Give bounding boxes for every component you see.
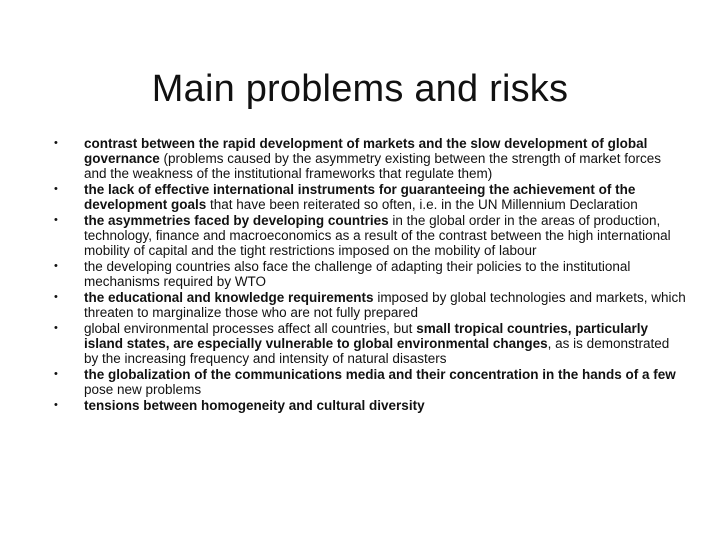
bullet-dot-icon: •: [54, 321, 58, 334]
bullet-item: [54, 290, 686, 320]
bullet-text: [84, 259, 630, 289]
bullet-segment: , as is demonstrated by the increasing frequency and intensity of natural disasters: [84, 336, 670, 367]
bullet-text: [84, 290, 686, 320]
bullet-dot-icon: •: [54, 291, 58, 304]
bullet-segment: that have been reiterated so often, i.e. in the UN Millennium Declaration: [206, 197, 638, 213]
bullet-dot-icon: •: [54, 398, 58, 411]
bullet-item: [54, 182, 686, 212]
bullet-bold-segment: tensions between homogeneity and cultural diversity: [84, 397, 425, 413]
bullet-item: [54, 398, 686, 413]
bullet-dot-icon: •: [54, 260, 58, 273]
bullet-dot-icon: •: [54, 368, 58, 381]
bullet-segment: (problems caused by the asymmetry existing between the strength of market forces and the weakness of the institutional frameworks that regulate them): [84, 151, 662, 182]
bullet-item: [54, 213, 686, 259]
bullet-bold-segment: the educational and knowledge requirements: [84, 290, 374, 306]
bullet-text: [84, 321, 669, 366]
bullet-item: [54, 321, 686, 367]
bullet-bold-segment: small tropical countries, particularly island states, are especially vulnerable to global environmental changes: [84, 320, 649, 352]
bullet-segment: pose new problems: [84, 382, 202, 398]
bullet-text: [84, 182, 638, 212]
slide-title: Main problems and risks: [151, 68, 569, 110]
bullet-segment: global environmental processes affect all countries, but: [84, 320, 417, 336]
bullet-bold-segment: the asymmetries faced by developing countries: [84, 213, 389, 229]
bullet-bold-segment: contrast between the rapid development of markets and the slow development of global governance: [84, 136, 648, 167]
bullet-text: [84, 398, 425, 413]
bullet-dot-icon: •: [54, 137, 58, 149]
bullet-item: [54, 259, 686, 289]
bullet-bold-segment: the globalization of the communications media and their concentration in the hands of a few: [84, 367, 676, 383]
bullet-text: [84, 136, 661, 181]
bullet-dot-icon: •: [54, 214, 58, 227]
bullet-item: [54, 367, 686, 397]
bullet-dot-icon: •: [54, 183, 58, 196]
bullet-segment: in the global order in the areas of production, technology, finance and macroeconomics as a result of the contrast between the high international mobility of capital and the tight restrictions imposed on the mobility of labour: [84, 213, 671, 259]
bullet-text: [84, 367, 676, 397]
bullet-list: [54, 136, 686, 414]
bullet-segment: the developing countries also face the challenge of adapting their policies to the institutional mechanisms required by WTO: [84, 259, 631, 290]
bullet-bold-segment: the lack of effective international instruments for guaranteeing the achievement of the development goals: [84, 182, 636, 213]
bullet-text: [84, 213, 671, 258]
bullet-segment: imposed by global technologies and markets, which threaten to marginalize those who are not fully prepared: [84, 290, 686, 321]
bullet-item: [54, 136, 686, 182]
